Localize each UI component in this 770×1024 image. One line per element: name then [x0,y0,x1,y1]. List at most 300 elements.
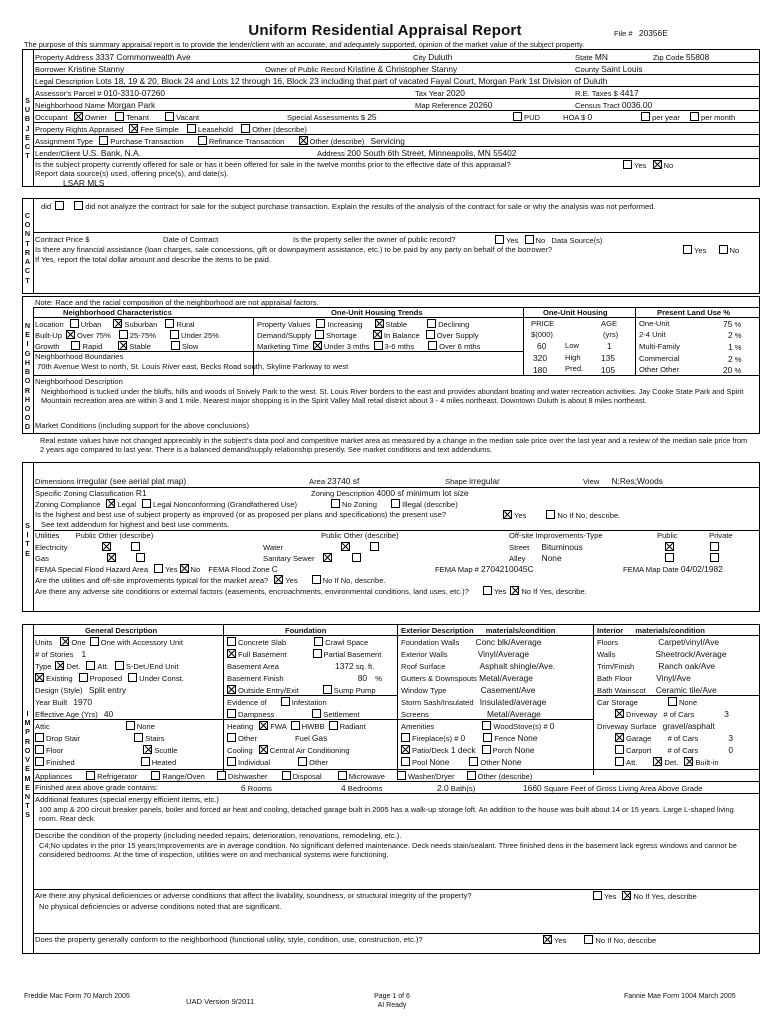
footer-freddie-mac: Freddie Mac Form 70 March 2005 [24,993,130,1000]
sewer-other-checkbox[interactable] [352,553,361,562]
one-unit-housing-header: One-Unit Housing [543,308,608,317]
offered-answer: Yes No [623,160,673,170]
attic-row: Attic None [35,722,155,731]
proposed-checkbox[interactable] [79,673,88,682]
pud-checkbox-row: PUD [513,112,540,122]
landuse-other-value: 20 % [723,365,742,375]
occupant-row: Occupant Owner Tenant Vacant [35,113,200,122]
electricity-public-checkbox[interactable] [102,542,111,551]
water-row: Water [263,542,381,552]
basement-row: Full Basement Partial Basement [227,649,381,659]
form-title: Uniform Residential Appraisal Report [248,22,522,39]
disposal-checkbox[interactable] [282,771,291,780]
effective-age-row: Effective Age (Yrs) 40 [35,709,114,719]
private-header: Private [709,531,733,540]
dishwasher-checkbox[interactable] [217,771,226,780]
conform-no-checkbox[interactable] [584,935,593,944]
carport-row: Carport # of Cars 0 [597,745,733,756]
census-tract: Census Tract 0036.00 [575,100,653,110]
legal-checkbox[interactable] [106,499,115,508]
rural-checkbox[interactable] [165,319,174,328]
exterior-walls-row: Exterior Walls Vinyl/Average [401,649,530,659]
stories-row: # of Stories 1 [35,649,87,659]
lender-client: Lender/Client U.S. Bank, N.A. [35,148,141,158]
site-area: Area 23740 sf [309,476,360,486]
fema-row: FEMA Special Flood Hazard Area Yes No FEMA Flood Zone C [35,564,278,574]
garage-att-checkbox[interactable] [615,757,624,766]
hbu-answer: Yes No If No, describe. [503,510,620,520]
carport-checkbox[interactable] [615,745,624,754]
housing-trends-header: One-Unit Housing Trends [331,308,423,317]
gas-other-checkbox[interactable] [136,553,145,562]
per-year-checkbox[interactable] [641,112,650,121]
public-header: Public [657,531,678,540]
race-note: Note: Race and the racial composition of the neighborhood are not appraisal factors. [35,298,319,307]
sump-pump-checkbox[interactable] [323,685,332,694]
special-assessments: Special Assessments $ 25 [287,112,377,122]
outside-entry-checkbox[interactable] [227,685,236,694]
condition-label: Describe the condition of the property (including needed repairs, deterioration, renovations, remodeling, etc.). [35,831,402,840]
rights-other-checkbox[interactable] [241,124,250,133]
site-dimensions: Dimensions irregular (see aerial plat map) [35,476,187,486]
pud-checkbox[interactable] [513,112,522,121]
sewer-public-checkbox[interactable] [323,553,332,562]
conform-answer: Yes No If No, describe [543,935,656,945]
deficiencies-question: Are there any physical deficiencies or adverse conditions that affect the livability, soundness, or structural integrity of the property? [35,891,472,900]
price-unit: $(000) [531,330,553,339]
units-row: Units One One with Accessory Unit [35,638,183,647]
driveway-row: Driveway # of Cars 3 [597,709,729,720]
attic-floor-checkbox[interactable] [35,745,44,754]
site-view: View N;Res;Woods [583,476,663,486]
storm-row: Storm Sash/Insulated Insulated/average [401,697,547,707]
patio-row: Patio/Deck 1 deck Porch None [401,745,535,756]
state: State MN [575,52,608,62]
bedrooms-count: 4 Bedrooms [341,783,383,793]
fee-simple-checkbox[interactable] [129,124,138,133]
design-row: Design (Style) Split entry [35,685,127,695]
purpose-statement: The purpose of this summary appraisal report is to provide the lender/client with an accurate, and adequately supported, opinion of the market value of the subject property. [24,40,585,49]
porch-checkbox[interactable] [482,745,491,754]
roof-row: Roof Surface Asphalt shingle/Ave. [401,661,556,671]
floor-row: Floor Scuttle [35,745,178,755]
floors-row: Floors Carpet/vinyl/Ave [597,637,720,647]
offered-yes-checkbox[interactable] [623,160,632,169]
did-checkbox[interactable] [55,201,64,210]
p2575-checkbox[interactable] [119,330,128,339]
data-sources-value: LSAR MLS [63,178,105,188]
hwbb-checkbox[interactable] [291,721,300,730]
type-att-checkbox[interactable] [86,661,95,670]
outside-entry-row: Outside Entry/Exit Sump Pump [227,685,376,695]
gutters-row: Gutters & Downspouts Metal/Average [401,673,533,683]
fence-checkbox[interactable] [483,733,492,742]
file-number: File # 20356E [614,28,668,38]
in-balance-checkbox[interactable] [373,330,382,339]
foundation-walls-row: Foundation Walls Conc blk/Average [401,637,542,647]
individual-checkbox[interactable] [227,757,236,766]
illegal-checkbox[interactable] [391,499,400,508]
adverse-yes-checkbox[interactable] [483,586,492,595]
contract-date: Date of Contract [163,235,219,244]
per-month-checkbox[interactable] [690,112,699,121]
appliances-row: Appliances Refrigerator Range/Oven Dishwasher Disposal Microwave Washer/Dryer Other (describe) [35,772,533,781]
conform-question: Does the property generally conform to the neighborhood (functional utility, style, condition, use, construction, etc.)? [35,935,423,944]
dampness-row: Dampness Settlement [227,709,360,719]
stairs-checkbox[interactable] [134,733,143,742]
site-sidebar: S I T E [25,521,30,558]
slab-row: Concrete Slab Crawl Space [227,637,368,647]
drop-stair-row: Drop Stair Stairs [35,733,165,743]
adverse-no-checkbox[interactable] [510,586,519,595]
improvements-section [22,624,760,954]
infestation-checkbox[interactable] [281,697,290,706]
marketing-time-row: Marketing Time Under 3 mths 3-6 mths Over 6 mths [257,342,481,351]
landuse-multi-family: Multi-Family [639,342,680,351]
alley-checkboxes [665,553,721,563]
zoning-classification: Specific Zoning Classification R1 [35,488,147,498]
refinance-checkbox[interactable] [198,136,207,145]
market-conditions-label: Market Conditions (including support for the above conclusions) [35,421,250,430]
scuttle-checkbox[interactable] [143,745,152,754]
nonconforming-checkbox[interactable] [142,499,151,508]
adverse-conditions-question: Are there any adverse site conditions or external factors (easements, encroachments, environmental conditions, land uses, etc.)? Yes No If Yes, describe. [35,587,587,596]
offered-for-sale-question: Is the subject property currently offered for sale or has it been offered for sale in the twelve months prior to the effective date of this appraisal? [35,160,511,169]
conform-yes-checkbox[interactable] [543,935,552,944]
purchase-checkbox[interactable] [99,136,108,145]
fema-no-checkbox[interactable] [180,564,189,573]
pool-row: Pool None Other None [401,757,522,768]
neighborhood-name: Neighborhood Name Morgan Park [35,100,156,110]
landuse-24-unit: 2-4 Unit [639,330,666,339]
sewer-row: Sanitary Sewer [263,553,363,563]
gas-row: Gas [35,553,147,563]
boundaries-label: Neighborhood Boundaries [35,352,124,361]
growth-row: Growth Rapid Stable Slow [35,342,199,351]
typical-no-checkbox[interactable] [312,575,321,584]
condition-value: C4;No updates in the prior 15 years;Improvements are in average condition. No significant deferred maintenance. Deck needs stain/sealant. Three finished dens in the basement lack egress windows and cannot be considered bedrooms. At the time of inspection, utilities were on and mechanical systems were functioning. [39,841,737,860]
fireplace-row: Fireplace(s) # 0 Fence None [401,733,537,744]
type-row: Type Det. Att. S-Det./End Unit [35,662,179,671]
lender-address: Address 200 South 6th Street, Minneapolis, MN 55402 [317,148,517,158]
deficiencies-no-checkbox[interactable] [622,891,631,900]
financial-assistance-answer: Yes No [683,245,739,255]
garage-checkbox[interactable] [615,733,624,742]
landuse-commercial-value: 2 % [728,354,742,364]
under25-checkbox[interactable] [170,330,179,339]
exterior-header: Exterior Description materials/condition [401,626,556,635]
footer-uad-version: UAD Version 9/2011 [186,997,255,1006]
property-address: Property Address 3337 Commonwealth Ave [35,52,191,62]
financial-assistance-question: Is there any financial assistance (loan charges, sale concessions, gift or downpayment assistance, etc.) to be paid by any party on behalf of the borrower? [35,245,553,254]
concrete-slab-checkbox[interactable] [227,637,236,646]
shortage-checkbox[interactable] [315,330,324,339]
landuse-multi-value: 1 % [728,342,742,352]
type-sdet-checkbox[interactable] [115,661,124,670]
low-price: 60 [537,341,547,351]
finished-area-label: Finished area above grade contains: [35,783,158,792]
neighborhood-sidebar: N E I G H B O R H O O D [24,321,31,432]
cooling-other-checkbox[interactable] [298,757,307,766]
partial-basement-checkbox[interactable] [313,649,322,658]
values-stable-checkbox[interactable] [375,319,384,328]
cooling-row: Cooling Central Air Conditioning [227,746,350,755]
rapid-checkbox[interactable] [71,341,80,350]
low-label: Low [565,341,579,350]
declining-checkbox[interactable] [427,319,436,328]
crawl-space-checkbox[interactable] [314,637,323,646]
re-taxes: R.E. Taxes $ 4417 [575,88,639,98]
fema-yes-checkbox[interactable] [154,564,163,573]
attic-heated-checkbox[interactable] [141,757,150,766]
appliance-other-checkbox[interactable] [467,771,476,780]
street-public-checkbox[interactable] [665,542,674,551]
garage-builtin-checkbox[interactable] [684,757,693,766]
units-accessory-checkbox[interactable] [90,637,99,646]
microwave-checkbox[interactable] [338,771,347,780]
legal-description: Legal Description Lots 18, 19 & 20, Block 24 and Lots 12 through 16, Block 23 including that part of vacated Fayal Court, Morgan Park 1st Division of Duluth [35,76,608,86]
seller-no-checkbox[interactable] [525,235,534,244]
zoning-description: Zoning Description 4000 sf minimum lot size [311,488,469,498]
deficiencies-answer: Yes No If Yes, describe [593,891,697,901]
property-values-row: Property Values Increasing Stable Declining [257,320,470,329]
predominant-age: 105 [601,365,615,375]
seller-owner-answer: Yes No Data Source(s) [495,235,602,245]
zip-code: Zip Code 55808 [653,52,710,62]
general-description-header: General Description [85,626,158,635]
map-reference: Map Reference 20260 [415,100,493,110]
attic-finished-checkbox[interactable] [35,757,44,766]
hoa-period: per year per month [641,112,735,122]
owner-of-record: Owner of Public Record Kristine & Christopher Stanny [265,64,458,74]
baths-count: 2.0 Bath(s) [437,783,476,793]
water-other-checkbox[interactable] [370,542,379,551]
predominant-label: Pred. [565,364,584,373]
subject-sidebar: S U B J E C T [24,96,31,161]
growth-stable-checkbox[interactable] [118,341,127,350]
heating-other-row: Other Fuel Gas [227,733,327,744]
landuse-commercial: Commercial [639,354,680,363]
offered-no-checkbox[interactable] [653,160,662,169]
neighborhood-description-value: Neighborhood is tucked under the bluffs, hills and woods of Snively Park to the west. St. Louis River borders to the east and provides abundant boating and water recreation activities. Jay Cooke State Park and Spirit Mountain recreation area are within 3 and 1 mile. Nearest major shopping is in the Spirit Valley Mall retail district about 3 - 4 miles northeast. Downtown Duluth is about 8 miles northeast. [41,387,744,406]
electricity-row: Electricity [35,542,142,552]
offsite-header: Off-site Improvements-Type [509,531,603,540]
garage-row: Garage # of Cars 3 [597,733,733,744]
assist-yes-checkbox[interactable] [683,245,692,254]
interior-header: Interior materials/condition [597,626,705,635]
street-private-checkbox[interactable] [710,542,719,551]
driveway-surface-row: Driveway Surface gravel/asphalt [597,721,715,731]
market-conditions-value: Real estate values have not changed appreciably in the subject's data pool and competitive market area as measured by a change in the median sale price over the last year and a review of the median sale price from 2 years ago compared to last year. There is a balanced demand/supply relationship presently. See market conditions and text addendums. [40,436,748,455]
garage-det-checkbox[interactable] [653,757,662,766]
over-supply-checkbox[interactable] [426,330,435,339]
seller-yes-checkbox[interactable] [495,235,504,244]
finished-row: Finished Heated [35,757,176,767]
increasing-checkbox[interactable] [316,319,325,328]
zoning-compliance-row: Zoning Compliance Legal Legal Nonconforming (Grandfathered Use) No Zoning Illegal (describe) [35,500,458,509]
foundation-header: Foundation [285,626,327,635]
hoa: HOA $ 0 [563,112,593,122]
data-sources-label: Report data source(s) used, offering price(s), and date(s). [35,169,229,178]
street-row: Street Bituminous [509,542,583,552]
city: City Duluth [413,52,453,62]
footer-page-number: Page 1 of 6 AI Ready [374,993,410,1009]
occupant-owner-checkbox[interactable] [74,112,83,121]
evidence-row: Evidence of Infestation [227,698,327,707]
hbu-question: Is the highest and best use of subject property as improved (or as proposed per plans and specifications) the present use? [35,510,447,519]
suburban-checkbox[interactable] [113,319,122,328]
landuse-one-unit-value: 75 % [723,319,742,329]
basement-area-row: Basement Area 1372 sq. ft. [227,661,375,671]
driveway-checkbox[interactable] [615,709,624,718]
builtup-row: Built-Up Over 75% 25-75% Under 25% [35,331,219,340]
garage-type-row: Att. Det. Built-in [597,757,719,767]
parcel-number: Assessor's Parcel # 010-3310-07260 [35,88,166,98]
heating-row: Heating FWA HWBB Radiant [227,722,366,731]
over6-checkbox[interactable] [428,341,437,350]
borrower: Borrower Kristine Stanny [35,64,125,74]
additional-features-label: Additional features (special energy efficient items, etc.) [35,795,219,804]
contract-price: Contract Price $ [35,235,90,244]
basement-finish-row: Basement Finish 80 % [227,673,382,683]
settlement-checkbox[interactable] [312,709,321,718]
present-land-use-header: Present Land Use % [657,308,731,317]
fema-map-number: FEMA Map # 2704210045C [435,564,534,574]
landuse-other: Other Other [639,365,680,374]
fireplace-checkbox[interactable] [401,733,410,742]
window-row: Window Type Casement/Ave [401,685,536,695]
contract-analysis-row: did did not analyze the contract for sale for the subject purchase transaction. Explain the results of the analysis of the contract for sale or why the analysis was not performed. [41,202,656,211]
contract-section [22,198,760,294]
boundaries-value: 70th Avenue West to north, St. Louis River east, Becks Road south, Skyline Parkway to west [37,362,349,371]
deficiencies-value: No physical deficiencies or adverse conditions noted that are significant. [39,902,282,911]
car-storage-none-checkbox[interactable] [668,697,677,706]
utilities-typical-question: Are the utilities and off-site improvements typical for the market area? Yes No If No, describe. [35,576,386,585]
hbu-no-checkbox[interactable] [546,510,555,519]
utilities-header: Utilities Public Other (describe) [35,531,154,540]
seller-owner-question: Is the property seller the owner of public record? [293,235,456,244]
age-header: AGE [601,319,618,328]
hbu-note: See text addendum for highest and best use comments. [41,520,230,529]
attic-none-checkbox[interactable] [126,721,135,730]
utilities-header-2: Public Other (describe) [321,531,399,540]
landuse-24-value: 2 % [728,330,742,340]
woodstove-checkbox[interactable] [482,721,491,730]
under3-checkbox[interactable] [313,341,322,350]
neighborhood-characteristics-header: Neighborhood Characteristics [63,308,172,317]
car-storage-row: Car Storage None [597,698,698,707]
occupant-vacant-checkbox[interactable] [165,112,174,121]
subject-section [22,49,760,187]
occupant-tenant-checkbox[interactable] [115,112,124,121]
slow-checkbox[interactable] [171,341,180,350]
gas-public-checkbox[interactable] [107,553,116,562]
range-checkbox[interactable] [151,771,160,780]
washer-dryer-checkbox[interactable] [397,771,406,780]
age-unit: (yrs) [603,330,619,339]
units-one-checkbox[interactable] [60,637,69,646]
deficiencies-yes-checkbox[interactable] [593,891,602,900]
leasehold-checkbox[interactable] [187,124,196,133]
low-age: 1 [607,341,612,351]
improvements-sidebar: I M P R O V E M E N T S [24,709,31,820]
pool-checkbox[interactable] [401,757,410,766]
walls-row: Walls Sheetrock/Average [597,649,727,659]
bath-floor-row: Bath Floor Vinyl/Ave [597,673,691,683]
additional-features-value: 100 amp & 200 circuit breaker panels, boiler and forced air heat and cooling, detached garage built in 2005 has a walk-up storage loft. An addition to the house was built about 14 or 15 years. Large L-shaped living room. Rear deck. [39,805,734,824]
high-price: 320 [533,353,547,363]
tax-year: Tax Year 2020 [415,88,465,98]
neighborhood-section [22,296,760,434]
under-const-checkbox[interactable] [128,673,137,682]
dampness-checkbox[interactable] [227,709,236,718]
contract-sidebar: C O N T R A C T [24,211,31,285]
hbu-yes-checkbox[interactable] [503,510,512,519]
radiant-checkbox[interactable] [329,721,338,730]
existing-row: Existing Proposed Under Const. [35,673,184,683]
property-rights-row: Property Rights Appraised Fee Simple Leasehold Other (describe) [35,125,307,134]
year-built-row: Year Built 1970 [35,697,92,707]
site-section [22,462,760,612]
demand-supply-row: Demand/Supply Shortage In Balance Over Supply [257,331,479,340]
full-basement-checkbox[interactable] [227,649,236,658]
county: County Saint Louis [575,64,643,74]
patio-checkbox[interactable] [401,745,410,754]
no-zoning-checkbox[interactable] [331,499,340,508]
trim-row: Trim/Finish Ranch oak/Ave [597,661,716,671]
amenities-row: Amenities WoodStove(s) # 0 [401,721,555,731]
location-row: Location Urban Suburban Rural [35,320,195,329]
over75-checkbox[interactable] [66,330,75,339]
amenity-other-checkbox[interactable] [469,757,478,766]
assignment-type-row: Assignment Type Purchase Transaction Refinance Transaction Other (describe) Servicing [35,136,405,146]
existing-checkbox[interactable] [35,673,44,682]
fwa-checkbox[interactable] [259,721,268,730]
fema-map-date: FEMA Map Date 04/02/1982 [623,564,723,574]
bath-wainscot-row: Bath Wainscot Ceramic tile/Ave [597,685,717,695]
m36-checkbox[interactable] [374,341,383,350]
assignment-other-checkbox[interactable] [299,136,308,145]
price-header: PRICE [531,319,555,328]
assist-no-checkbox[interactable] [719,245,728,254]
cooling-individual-row: Individual Other [227,757,328,767]
landuse-one-unit: One-Unit [639,319,670,328]
alley-row: Alley None [509,553,562,563]
electricity-other-checkbox[interactable] [131,542,140,551]
refrigerator-checkbox[interactable] [86,771,95,780]
alley-private-checkbox[interactable] [710,553,719,562]
assistance-report-label: If Yes, report the total dollar amount and describe the items to be paid. [35,255,271,264]
high-age: 135 [601,353,615,363]
street-checkboxes [665,542,721,552]
high-label: High [565,353,581,362]
heating-other-checkbox[interactable] [227,733,236,742]
type-det-checkbox[interactable] [55,661,64,670]
did-not-checkbox[interactable] [74,201,83,210]
alley-public-checkbox[interactable] [665,553,674,562]
drop-stair-checkbox[interactable] [35,733,44,742]
footer-fannie-mae: Fannie Mae Form 1004 March 2005 [624,993,736,1000]
typical-yes-checkbox[interactable] [274,575,283,584]
central-ac-checkbox[interactable] [259,745,268,754]
rooms-count: 6 Rooms [241,783,272,793]
urban-checkbox[interactable] [70,319,79,328]
water-public-checkbox[interactable] [341,542,350,551]
gla: 1660 Square Feet of Gross Living Area Above Grade [523,783,703,793]
predominant-price: 180 [533,365,547,375]
neighborhood-description-label: Neighborhood Description [35,377,123,386]
site-shape: Shape irregular [445,476,500,486]
